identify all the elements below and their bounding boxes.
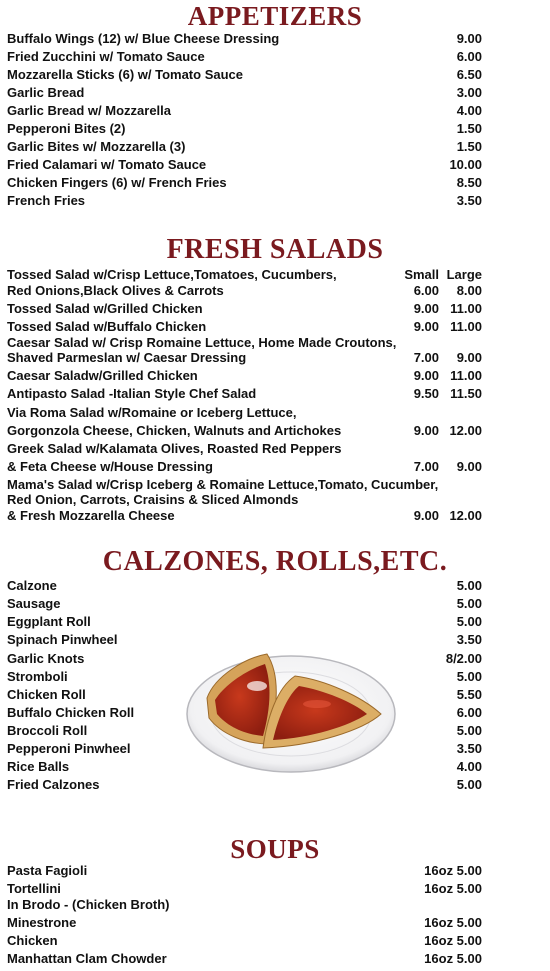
menu-line: Antipasto Salad -Italian Style Chef Salad 9.50 11.50 bbox=[7, 386, 482, 401]
menu-item: Calzone 5.00 bbox=[7, 578, 482, 593]
menu-item: In Brodo - (Chicken Broth) bbox=[7, 897, 170, 912]
large-column-header: Large bbox=[446, 267, 482, 282]
menu-item: Garlic Bread 3.00 bbox=[7, 85, 482, 100]
menu-line: Shaved Parmeslan w/ Caesar Dressing 7.00 9.00 bbox=[7, 350, 482, 365]
small-column-header: Small bbox=[404, 267, 439, 282]
menu-item: Pepperoni Bites (2) 1.50 bbox=[7, 121, 482, 136]
menu-item: Chicken Fingers (6) w/ French Fries 8.50 bbox=[7, 175, 482, 190]
menu-item: Garlic Bites w/ Mozzarella (3) 1.50 bbox=[7, 139, 482, 154]
menu-item: Minestrone 16oz 5.00 bbox=[7, 915, 482, 930]
menu-item: Stromboli 5.00 bbox=[7, 669, 482, 684]
menu-item: Buffalo Chicken Roll 6.00 bbox=[7, 705, 482, 720]
menu-line: Caesar Salad w/ Crisp Romaine Lettuce, Home Made Croutons, bbox=[7, 335, 397, 350]
calzone-plate-image bbox=[185, 648, 397, 776]
menu-item: Garlic Bread w/ Mozzarella 4.00 bbox=[7, 103, 482, 118]
menu-line: & Fresh Mozzarella Cheese 9.00 12.00 bbox=[7, 508, 482, 523]
menu-line: Gorgonzola Cheese, Chicken, Walnuts and Artichokes 9.00 12.00 bbox=[7, 423, 482, 438]
menu-item: Tortellini 16oz 5.00 bbox=[7, 881, 482, 896]
menu-item: Pasta Fagioli 16oz 5.00 bbox=[7, 863, 482, 878]
menu-item: Spinach Pinwheel 3.50 bbox=[7, 632, 482, 647]
menu-line: Red Onions,Black Olives & Carrots 6.00 8.00 bbox=[7, 283, 482, 298]
menu-item: Fried Calzones 5.00 bbox=[7, 777, 482, 792]
menu-item: Rice Balls 4.00 bbox=[7, 759, 482, 774]
soups-heading: SOUPS bbox=[230, 834, 320, 864]
appetizers-heading: APPETIZERS bbox=[187, 1, 363, 31]
menu-line: Greek Salad w/Kalamata Olives, Roasted Red Peppers bbox=[7, 441, 342, 456]
menu-item: Fried Calamari w/ Tomato Sauce 10.00 bbox=[7, 157, 482, 172]
menu-line: Tossed Salad w/Grilled Chicken 9.00 11.00 bbox=[7, 301, 482, 316]
calzones-heading: CALZONES, ROLLS,ETC. bbox=[102, 546, 448, 577]
menu-line: & Feta Cheese w/House Dressing 7.00 9.00 bbox=[7, 459, 482, 474]
menu-item: Buffalo Wings (12) w/ Blue Cheese Dressing 9.00 bbox=[7, 31, 482, 46]
menu-line: Via Roma Salad w/Romaine or Iceberg Lettuce, bbox=[7, 405, 297, 420]
menu-item: Chicken Roll 5.50 bbox=[7, 687, 482, 702]
menu-item: Broccoli Roll 5.00 bbox=[7, 723, 482, 738]
menu-line: Tossed Salad w/Crisp Lettuce,Tomatoes, Cucumbers, Small Large bbox=[7, 267, 482, 282]
menu-item: French Fries 3.50 bbox=[7, 193, 482, 208]
salads-heading: FRESH SALADS bbox=[166, 234, 384, 265]
menu-line: Red Onion, Carrots, Craisins & Sliced Almonds bbox=[7, 492, 299, 507]
menu-item: Fried Zucchini w/ Tomato Sauce 6.00 bbox=[7, 49, 482, 64]
menu-line: Tossed Salad w/Buffalo Chicken 9.00 11.00 bbox=[7, 319, 482, 334]
menu-item: Eggplant Roll 5.00 bbox=[7, 614, 482, 629]
menu-item: Manhattan Clam Chowder 16oz 5.00 bbox=[7, 951, 482, 966]
menu-line: Mama's Salad w/Crisp Iceberg & Romaine Lettuce,Tomato, Cucumber, bbox=[7, 477, 439, 492]
menu-item: Sausage 5.00 bbox=[7, 596, 482, 611]
menu-item: Chicken 16oz 5.00 bbox=[7, 933, 482, 948]
menu-line: Caesar Saladw/Grilled Chicken 9.00 11.00 bbox=[7, 368, 482, 383]
menu-item: Pepperoni Pinwheel 3.50 bbox=[7, 741, 482, 756]
menu-item: Garlic Knots 8/2.00 bbox=[7, 651, 482, 666]
menu-item: Mozzarella Sticks (6) w/ Tomato Sauce 6.50 bbox=[7, 67, 482, 82]
